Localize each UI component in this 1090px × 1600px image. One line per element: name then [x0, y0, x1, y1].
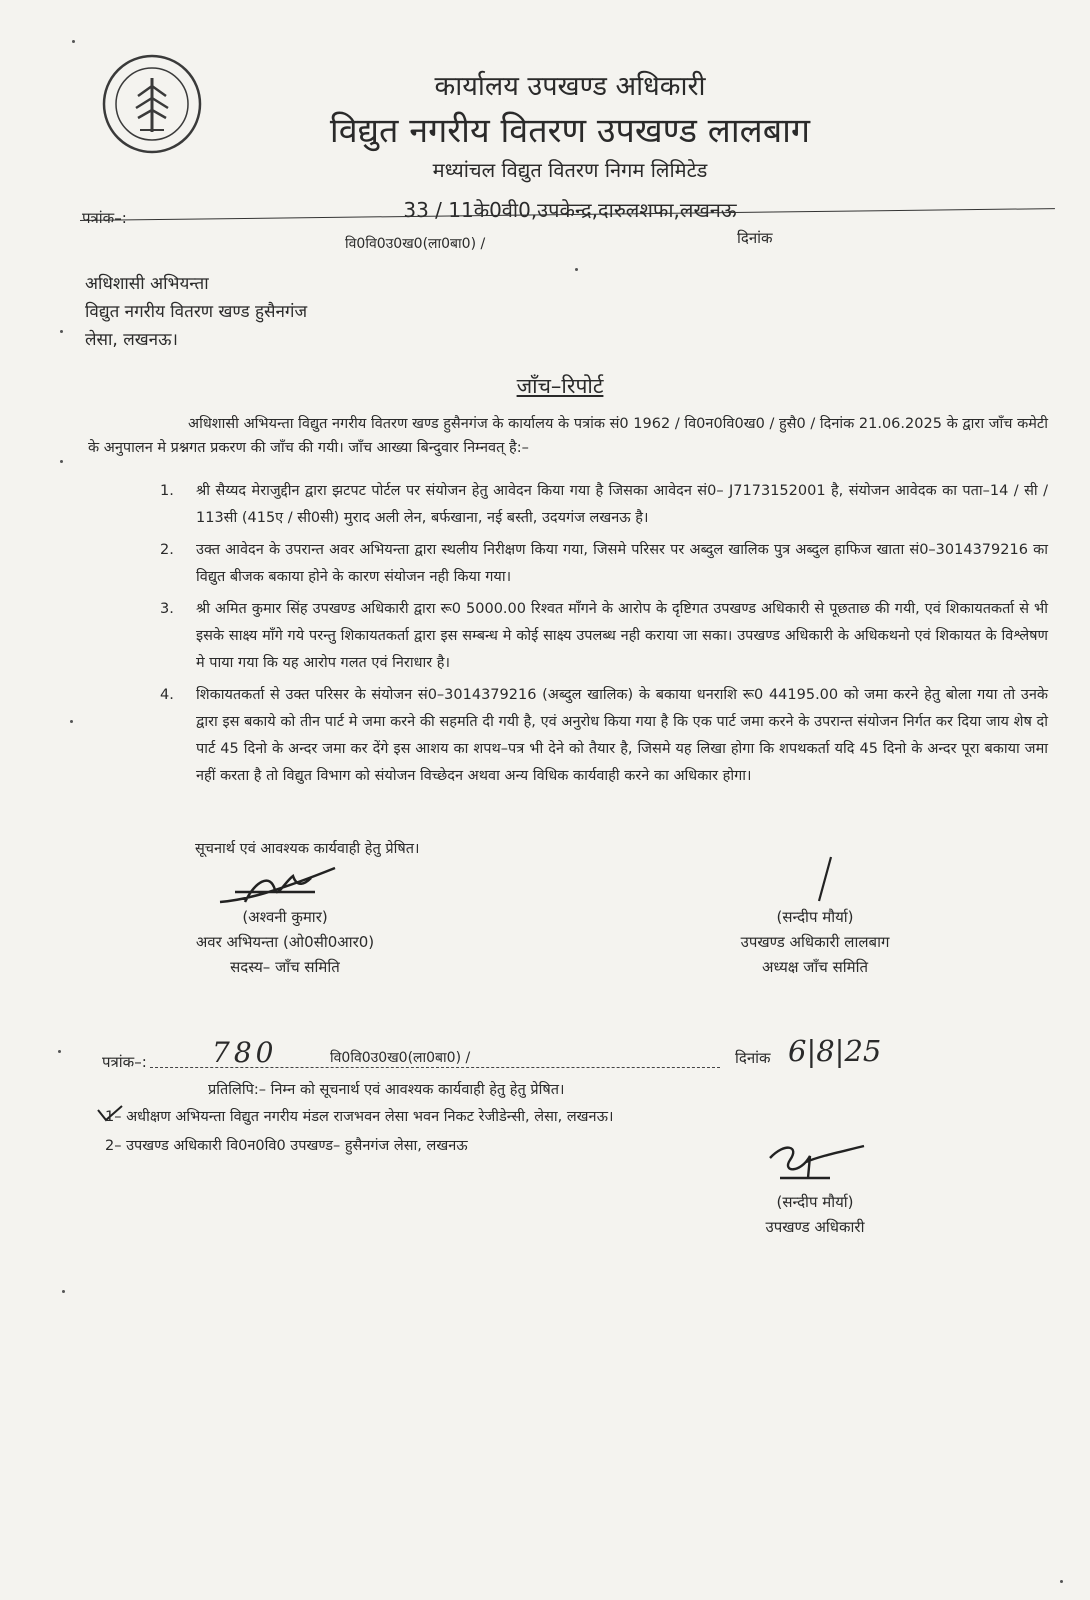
list-item: 1. श्री सैय्यद मेराजुद्दीन द्वारा झटपट पोर्टल पर संयोजन हेतु आवेदन किया गया है जिसका आवेदन सं0– J7173152001 है, संयोजन आवेदक का पता–14 / सी / 113सी (415ए / सी0सी) मुराद अली लेन, बर्फखाना, नई बस्ती, उदयगंज लखनऊ है। [160, 483, 1048, 526]
date-label: दिनांक [737, 229, 773, 247]
dispatch-underline [150, 1067, 720, 1068]
dispatch-reference: वि0वि0उ0ख0(ला0बा0) / [330, 1050, 471, 1066]
office-title: कार्यालय उपखण्ड अधिकारी [434, 71, 706, 102]
dispatch-signatory: (सन्दीप मौर्या) उपखण्ड अधिकारी [765, 1193, 865, 1236]
letter-number-label: पत्रांक–: [82, 209, 127, 227]
scan-speck [70, 720, 73, 723]
scan-speck [62, 1290, 65, 1293]
addressee-line: विद्युत नगरीय वितरण खण्ड हुसैनगंज [85, 302, 308, 322]
signatory-right: (सन्दीप मौर्या) उपखण्ड अधिकारी लालबाग अध्यक्ष जाँच समिति [740, 908, 890, 976]
addressee-line: अधिशासी अभियन्ता [85, 274, 209, 294]
closing-line: सूचनार्थ एवं आवश्यक कार्यवाही हेतु प्रेषित। [195, 841, 420, 857]
scan-speck [1060, 1580, 1063, 1583]
copy-recipient: 2– उपखण्ड अधिकारी वि0न0वि0 उपखण्ड– हुसैनगंज लेसा, लखनऊ [105, 1138, 468, 1154]
dispatch-number-label: पत्रांक–: [102, 1053, 147, 1071]
dispatch-number: 780 [212, 1036, 278, 1069]
scan-speck [72, 40, 75, 43]
dispatch-date: 6|8|25 [788, 1034, 882, 1068]
signature-dispatch-icon [760, 1138, 870, 1188]
corporation-name: मध्यांचल विद्युत वितरण निगम लिमिटेड [432, 158, 708, 182]
copy-to-line: प्रतिलिपि:– निम्न को सूचनार्थ एवं आवश्यक कार्यवाही हेतु हेतु प्रेषित। [208, 1082, 565, 1098]
office-address: 33 / 11के0वी0,उपकेन्द्र,दारुलशफा,लखनऊ [403, 198, 737, 222]
scan-speck [58, 1050, 61, 1053]
copy-recipient: 1– अधीक्षण अभियन्ता विद्युत नगरीय मंडल राजभवन लेसा भवन निकट रेजीडेन्सी, लेसा, लखनऊ। [105, 1109, 614, 1125]
list-item: 2. उक्त आवेदन के उपरान्त अवर अभियन्ता द्वारा स्थलीय निरीक्षण किया गया, जिसमे परिसर पर अब्दुल खालिक पुत्र अब्दुल हाफिज खाता सं0–3014379216 का विद्युत बीजक बकाया होने के कारण संयोजन नही किया गया। [160, 542, 1048, 585]
office-subdivision: विद्युत नगरीय वितरण उपखण्ड लालबाग [329, 111, 811, 151]
list-item: 3. श्री अमित कुमार सिंह उपखण्ड अधिकारी द्वारा रू0 5000.00 रिश्वत माँगने के आरोप के दृष्टिगत उपखण्ड अधिकारी से पूछताछ की गयी, एवं शिकायतकर्ता से भी इसके साक्ष्य माँगे गये परन्तु शिकायतकर्ता द्वारा इस सम्बन्ध मे कोई साक्ष्य उपलब्ध नही कराया जा सका। उपखण्ड अधिकारी के अधिकथनो एवं शिकायत के विश्लेषण मे पाया गया कि यह आरोप गलत एवं निराधार है। [160, 601, 1048, 671]
letter-reference: वि0वि0उ0ख0(ला0बा0) / [345, 236, 486, 252]
scan-speck [60, 460, 63, 463]
findings-list [88, 478, 1048, 795]
signatory-left: (अश्वनी कुमार) अवर अभियन्ता (ओ0सी0आर0) सदस्य– जाँच समिति [195, 908, 375, 976]
report-title: जाँच–रिपोर्ट [516, 374, 604, 398]
scan-speck [60, 330, 63, 333]
report-intro: अधिशासी अभियन्ता विद्युत नगरीय वितरण खण्ड हुसैनगंज के कार्यालय के पत्रांक सं0 1962 / वि0न0वि0ख0 / हुसै0 / दिनांक 21.06.2025 के द्वारा जाँच कमेटी के अनुपालन मे प्रश्नगत प्रकरण की जाँच की गयी। जाँच आख्या बिन्दुवार निम्नवत् है:– [88, 416, 1048, 456]
scan-speck [575, 268, 578, 271]
list-item: 4. शिकायतकर्ता से उक्त परिसर के संयोजन सं0–3014379216 (अब्दुल खालिक) के बकाया धनराशि रू0 44195.00 को जमा करने हेतु बोला गया तो उनके द्वारा इस बकाये को तीन पार्ट मे जमा करने की सहमति दी गयी है, एवं अनुरोध किया गया है कि एक पार्ट जमा करने के उपरान्त संयोजन निर्गत कर दिया जाय शेष दो पार्ट 45 दिनो के अन्दर जमा कर देंगे इस आशय का शपथ–पत्र भी देने को तैयार है, जिसमे यह लिखा होगा कि शपथकर्ता यदि 45 दिनो के अन्दर पूरा बकाया जमा नहीं करता है तो विद्युत विभाग को संयोजन विच्छेदन अथवा अन्य विधिक कार्यवाही करने का अधिकार होगा। [160, 687, 1048, 784]
signature-right-icon [815, 855, 835, 905]
addressee-line: लेसा, लखनऊ। [85, 330, 178, 350]
addressee-block [85, 270, 307, 354]
dispatch-date-label: दिनांक [735, 1049, 771, 1067]
